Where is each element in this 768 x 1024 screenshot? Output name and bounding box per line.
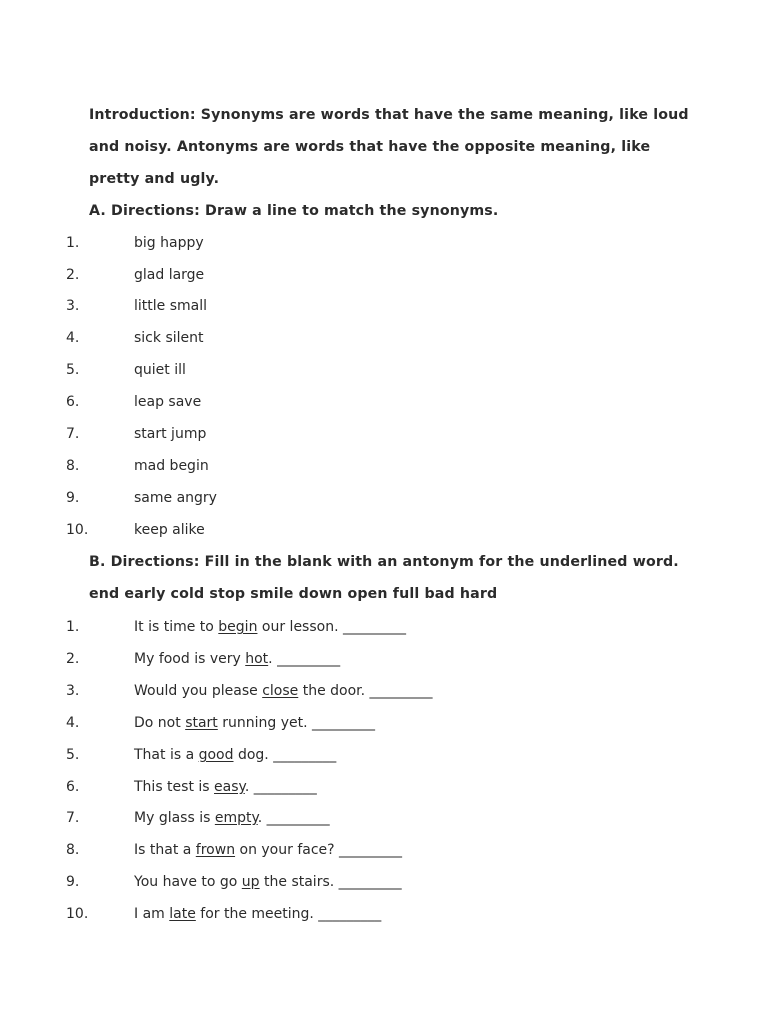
list-item-number: 8. [66,458,80,474]
list-item-number: 2. [66,651,80,667]
sentence-start: That is a [134,747,199,763]
list-item-number: 5. [66,362,80,378]
underlined-word: late [169,906,196,922]
underlined-word: good [198,747,234,763]
list-item: mad begin [134,458,209,474]
word-bank: end early cold stop smile down open full bad hard [89,586,498,602]
intro-line-3: pretty and ugly. [89,171,220,187]
sentence-start: My glass is [134,810,215,826]
list-item-number: 3. [66,683,80,699]
sentence-end-blank: the door. _________ [298,683,433,699]
list-item [134,840,402,860]
list-item-number: 6. [66,779,80,795]
sentence-end-blank: the stairs. _________ [259,874,402,890]
list-item: sick silent [134,330,204,346]
underlined-word: start [185,715,218,731]
sentence-end-blank: our lesson. _________ [257,619,406,635]
sentence-start: This test is [134,779,215,795]
sentence-start: I am [134,906,170,922]
list-item [134,713,375,733]
list-item-number: 10. [66,906,89,922]
sentence-end-blank: dog. _________ [233,747,337,763]
list-item-number: 9. [66,490,80,506]
intro-line-2: and noisy. Antonyms are words that have the opposite meaning, like [89,139,651,155]
underlined-word: easy [214,779,245,795]
list-item: glad large [134,267,205,283]
list-item [134,777,317,797]
sentence-end-blank: . _________ [244,779,317,795]
list-item-number: 1. [66,619,80,635]
section-b-directions: B. Directions: Fill in the blank with an antonym for the underlined word. [89,554,679,570]
list-item-number: 3. [66,298,80,314]
list-item-number: 9. [66,874,80,890]
sentence-end-blank: . _________ [268,651,341,667]
list-item [134,904,381,924]
sentence-start: It is time to [134,619,219,635]
list-item-number: 1. [66,235,80,251]
list-item-number: 2. [66,267,80,283]
list-item: keep alike [134,522,205,538]
underlined-word: close [262,683,299,699]
list-item: leap save [134,394,202,410]
section-a-directions: A. Directions: Draw a line to match the synonyms. [89,203,499,219]
list-item-number: 7. [66,426,80,442]
underlined-word: begin [218,619,258,635]
sentence-start: My food is very [134,651,246,667]
list-item-number: 6. [66,394,80,410]
intro-line-1: Introduction: Synonyms are words that have the same meaning, like loud [89,107,689,123]
underlined-word: empty [214,810,258,826]
sentence-start: Do not [134,715,186,731]
underlined-word: up [241,874,260,890]
list-item [134,745,336,765]
list-item [134,649,340,669]
list-item-number: 4. [66,715,80,731]
list-item-number: 4. [66,330,80,346]
list-item-number: 7. [66,810,80,826]
sentence-start: Would you please [134,683,263,699]
list-item: little small [134,298,208,314]
underlined-word: frown [195,842,236,858]
list-item: start jump [134,426,207,442]
list-item: big happy [134,235,204,251]
sentence-end-blank: on your face? _________ [235,842,403,858]
list-item [134,681,433,701]
sentence-end-blank: running yet. _________ [217,715,376,731]
sentence-start: Is that a [134,842,196,858]
list-item [134,617,406,637]
sentence-end-blank: . _________ [257,810,330,826]
list-item-number: 10. [66,522,89,538]
list-item [134,872,402,892]
list-item-number: 5. [66,747,80,763]
list-item-number: 8. [66,842,80,858]
sentence-start: You have to go [134,874,242,890]
sentence-end-blank: for the meeting. _________ [195,906,382,922]
underlined-word: hot [245,651,269,667]
list-item: quiet ill [134,362,186,378]
list-item: same angry [134,490,217,506]
list-item [134,808,330,828]
